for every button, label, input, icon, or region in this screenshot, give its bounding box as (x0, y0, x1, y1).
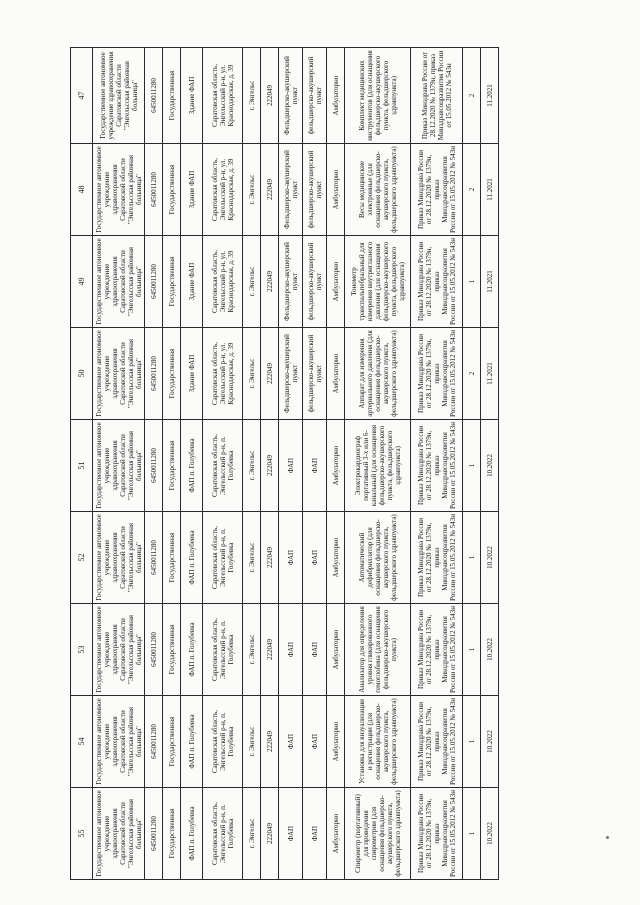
table-cell: 222049 (261, 604, 279, 696)
table-cell: 11.2021 (481, 236, 499, 328)
table-cell: ФАП (279, 420, 303, 512)
column-number: 49 (71, 236, 93, 328)
table-cell: Амбулаторно (327, 604, 345, 696)
column-number: 48 (71, 144, 93, 236)
table-cell: Здание ФАП (181, 144, 203, 236)
table-cell: Здание ФАП (181, 328, 203, 420)
table-cell: Спирометр (портативный) для проведения спирометрии (для оснащения фельдшерско-акушерского пункта, фельдшерского здравпункта) (345, 788, 411, 880)
table-cell: Саратовская область, Энгельсский р-н, ул. Краснодарская, д. 39 (203, 328, 243, 420)
table-cell: Саратовская область, Энгельсский р-н, ул. Краснодарская, д. 39 (203, 144, 243, 236)
table-cell: Приказ Минздрава России от 28.12.2020 № 1379н, приказ Минздравсоцразвития России от 15.05.2012 № 543н (411, 236, 463, 328)
table-cell: фельдшерско-акушерский пункт (303, 48, 327, 144)
table-cell: г. Энгельс (243, 420, 261, 512)
table-cell: Государственная (163, 328, 181, 420)
table-cell: Тонометр транспальпебральный для измерения внутриглазного давления (для оснащения фельдшерско-акушерского пункта, фельдшерского здравпункта) (345, 236, 411, 328)
table-cell: фельдшерско-акушерский пункт (303, 236, 327, 328)
table-cell: г. Энгельс (243, 236, 261, 328)
table-cell: ФАП п. Голубевка (181, 788, 203, 880)
scan-dot (606, 836, 609, 839)
table-cell: г. Энгельс (243, 328, 261, 420)
table-row (411, 48, 463, 880)
table-cell: Государственное автономное учреждение здравоохранения Саратовской области "Энгельсская районная больница" (93, 420, 145, 512)
table-cell: 1 (463, 604, 481, 696)
table-cell: 222049 (261, 236, 279, 328)
table-cell: Фельдшерско-акушерский пункт (279, 236, 303, 328)
table-cell: 2 (463, 144, 481, 236)
table-row (181, 48, 203, 880)
table-cell: 1 (463, 788, 481, 880)
table-cell: Государственное автономное учреждение здравоохранения Саратовской области "Энгельсская районная больница" (93, 512, 145, 604)
table-row (463, 48, 481, 880)
table-cell: 11.2021 (481, 328, 499, 420)
table-cell: 1 (463, 420, 481, 512)
table-cell: 2 (463, 328, 481, 420)
table-row (345, 48, 411, 880)
table-cell: 222049 (261, 512, 279, 604)
table-cell: Амбулаторно (327, 236, 345, 328)
equipment-table (70, 47, 499, 880)
table-cell: Саратовская область, Энгельсский р-н, п. Голубевка (203, 512, 243, 604)
table-cell: ФАП (279, 696, 303, 788)
table-cell: 6450011280 (145, 420, 163, 512)
table-cell: Государственная (163, 512, 181, 604)
table-cell: 222049 (261, 48, 279, 144)
table-row (163, 48, 181, 880)
table-cell: Саратовская область, Энгельсский р-н, п. Голубевка (203, 696, 243, 788)
table-cell: Амбулаторно (327, 512, 345, 604)
table-cell: Приказ Минздрава России от 28.12.2020 № 1379н, приказ Минздравсоцразвития России от 15.05.2012 № 543н (411, 48, 463, 144)
table-cell: 6450011280 (145, 236, 163, 328)
table-cell: 222049 (261, 420, 279, 512)
table-cell: ФАП п. Голубевка (181, 604, 203, 696)
column-number: 51 (71, 420, 93, 512)
table-cell: 6450011280 (145, 696, 163, 788)
table-cell: 2 (463, 48, 481, 144)
table-cell: Государственное автономное учреждение здравоохранения Саратовской области "Энгельсская районная больница" (93, 48, 145, 144)
table-cell: ФАП п. Голубевка (181, 696, 203, 788)
table-cell: 6450011280 (145, 604, 163, 696)
table-row (261, 48, 279, 880)
table-cell: 6450011280 (145, 328, 163, 420)
table-cell: Фельдшерско-акушерский пункт (279, 144, 303, 236)
table-cell: г. Энгельс (243, 144, 261, 236)
table-cell: Фельдшерско-акушерский пункт (279, 328, 303, 420)
table-row (243, 48, 261, 880)
table-cell: Амбулаторно (327, 144, 345, 236)
column-number: 50 (71, 328, 93, 420)
column-number: 55 (71, 788, 93, 880)
table-row (303, 48, 327, 880)
table-row (279, 48, 303, 880)
table-cell: Автоматический дефибриллятор (для оснащения фельдшерско-акушерского пункта, фельдшерского здравпункта) (345, 512, 411, 604)
table-cell: Анализатор для определения уровня гликированного гемоглобина (для оснащения фельдшерско-акушерского пункта) (345, 604, 411, 696)
table-cell: Государственная (163, 236, 181, 328)
table-cell: ФАП (279, 604, 303, 696)
table-cell: ФАП (303, 512, 327, 604)
table-cell: Приказ Минздрава России от 28.12.2020 № 1379н, приказ Минздравсоцразвития России от 15.05.2012 № 543н (411, 420, 463, 512)
table-cell: ФАП п. Голубевка (181, 512, 203, 604)
table-cell: Саратовская область, Энгельсский р-н, п. Голубевка (203, 420, 243, 512)
header-row (71, 48, 93, 880)
table-cell: Амбулаторно (327, 696, 345, 788)
table-cell: 6450011280 (145, 788, 163, 880)
table-cell: 1 (463, 696, 481, 788)
table-cell: г. Энгельс (243, 48, 261, 144)
table-cell: Государственная (163, 48, 181, 144)
table-cell: 222049 (261, 144, 279, 236)
table-cell: Амбулаторно (327, 328, 345, 420)
table-cell: Здание ФАП (181, 48, 203, 144)
table-row (481, 48, 499, 880)
table-cell: Приказ Минздрава России от 28.12.2020 № 1379н, приказ Минздравсоцразвития России от 15.05.2012 № 543н (411, 604, 463, 696)
table-cell: 6450011280 (145, 144, 163, 236)
table-cell: 1 (463, 512, 481, 604)
table-cell: Саратовская область, Энгельсский р-н, ул. Краснодарская, д. 39 (203, 48, 243, 144)
table-cell: Государственное автономное учреждение здравоохранения Саратовской области "Энгельсская районная больница" (93, 144, 145, 236)
table-cell: 10.2022 (481, 420, 499, 512)
table-cell: Фельдшерско-акушерский пункт (279, 48, 303, 144)
table-body (93, 48, 499, 880)
table-cell: 11.2021 (481, 144, 499, 236)
table-cell: 10.2022 (481, 696, 499, 788)
table-cell: Электрокардиограф портативный 3-х или 6-канальный (для оснащения фельдшерско-акушерского пункта, фельдшерского здравпункта) (345, 420, 411, 512)
table-cell: Государственная (163, 604, 181, 696)
column-number: 54 (71, 696, 93, 788)
table-cell: 10.2022 (481, 604, 499, 696)
table-cell: Приказ Минздрава России от 28.12.2020 № 1379н, приказ Минздравсоцразвития России от 15.05.2012 № 543н (411, 512, 463, 604)
table-cell: 222049 (261, 788, 279, 880)
table-cell: ФАП (303, 604, 327, 696)
table-cell: Саратовская область, Энгельсский р-н, п. Голубевка (203, 604, 243, 696)
column-number: 53 (71, 604, 93, 696)
table-cell: ФАП (303, 420, 327, 512)
table-cell: Государственное автономное учреждение здравоохранения Саратовской области "Энгельсская районная больница" (93, 788, 145, 880)
table-cell: ФАП (279, 512, 303, 604)
table-cell: Государственная (163, 788, 181, 880)
column-number: 52 (71, 512, 93, 604)
table-cell: 222049 (261, 328, 279, 420)
table-cell: ФАП п. Голубевка (181, 420, 203, 512)
table-cell: фельдшерско-акушерский пункт (303, 144, 327, 236)
table-cell: 1 (463, 236, 481, 328)
table-cell: Амбулаторно (327, 420, 345, 512)
table-cell: Саратовская область, Энгельсский р-н, п. Голубевка (203, 788, 243, 880)
table-cell: г. Энгельс (243, 512, 261, 604)
table-cell: Государственная (163, 144, 181, 236)
table-cell: Государственное автономное учреждение здравоохранения Саратовской области "Энгельсская районная больница" (93, 328, 145, 420)
table-cell: 10.2022 (481, 788, 499, 880)
table-cell: 6450011280 (145, 512, 163, 604)
table-cell: ФАП (279, 788, 303, 880)
table-cell: Государственное автономное учреждение здравоохранения Саратовской области "Энгельсская районная больница" (93, 236, 145, 328)
table-cell: Государственная (163, 420, 181, 512)
column-number: 47 (71, 48, 93, 144)
table-cell: ФАП (303, 788, 327, 880)
table-row (93, 48, 145, 880)
table-cell: Установка для визуализации и регистрации (для оснащения фельдшерско-акушерского пункта, фельдшерского здравпункта) (345, 696, 411, 788)
table-cell: 11.2021 (481, 48, 499, 144)
table-cell: Государственное автономное учреждение здравоохранения Саратовской области "Энгельсская районная больница" (93, 604, 145, 696)
table-cell: Весы медицинские электронные (для оснащения фельдшерско-акушерского пункта, фельдшерского здравпункта) (345, 144, 411, 236)
table-cell: Приказ Минздрава России от 28.12.2020 № 1379н, приказ Минздравсоцразвития России от 15.05.2012 № 543н (411, 696, 463, 788)
table-cell: г. Энгельс (243, 604, 261, 696)
table-cell: 222049 (261, 696, 279, 788)
table-cell: Аппарат для измерения артериального давления (для оснащения фельдшерско-акушерского пункта, фельдшерского здравпункта) (345, 328, 411, 420)
table-cell: 6450011280 (145, 48, 163, 144)
table-cell: Амбулаторно (327, 788, 345, 880)
table-cell: Амбулаторно (327, 48, 345, 144)
table-cell: ФАП (303, 696, 327, 788)
table-cell: Государственная (163, 696, 181, 788)
table-cell: 10.2022 (481, 512, 499, 604)
table-cell: Приказ Минздрава России от 28.12.2020 № 1379н, приказ Минздравсоцразвития России от 15.05.2012 № 543н (411, 144, 463, 236)
table-cell: фельдшерско-акушерский пункт (303, 328, 327, 420)
table-cell: г. Энгельс (243, 696, 261, 788)
table-cell: Здание ФАП (181, 236, 203, 328)
rotated-table-wrapper (70, 48, 498, 880)
table-row (203, 48, 243, 880)
table-row (145, 48, 163, 880)
table-cell: Государственное автономное учреждение здравоохранения Саратовской области "Энгельсская районная больница" (93, 696, 145, 788)
table-cell: Приказ Минздрава России от 28.12.2020 № 1379н, приказ Минздравсоцразвития России от 15.05.2012 № 543н (411, 788, 463, 880)
table-row (327, 48, 345, 880)
table-cell: Приказ Минздрава России от 28.12.2020 № 1379н, приказ Минздравсоцразвития России от 15.05.2012 № 543н (411, 328, 463, 420)
table-cell: г. Энгельс (243, 788, 261, 880)
table-cell: Комплект медицинских инструментов (для оснащения фельдшерско-акушерского пункта, фельдшерского здравпункта) (345, 48, 411, 144)
table-cell: Саратовская область, Энгельсский р-н, ул. Краснодарская, д. 39 (203, 236, 243, 328)
